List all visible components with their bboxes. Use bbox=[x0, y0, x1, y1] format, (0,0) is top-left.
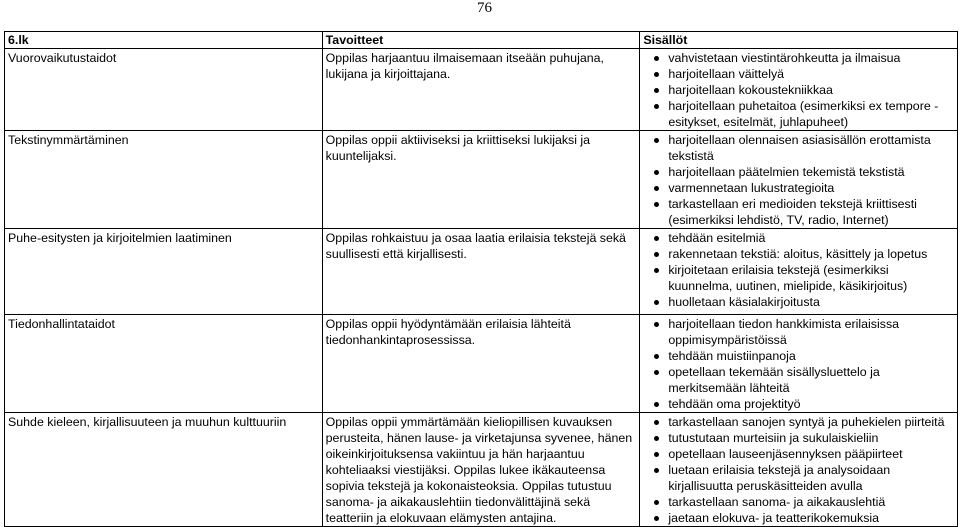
bullet-icon bbox=[654, 500, 659, 505]
contents-list bbox=[643, 132, 954, 228]
header-contents: Sisällöt bbox=[640, 32, 958, 49]
area-cell: Puhe-esitysten ja kirjoitelmien laatiminen bbox=[5, 229, 323, 315]
table-row bbox=[5, 131, 958, 229]
bullet-icon bbox=[654, 370, 659, 375]
list-item: opetellaan tekemään sisällysluettelo ja merkitsemään lähteitä bbox=[643, 364, 954, 396]
list-item: opetellaan lauseenjäsennyksen pääpiirteet bbox=[643, 446, 954, 462]
list-item: harjoitellaan väittelyä bbox=[643, 66, 954, 82]
list-item: harjoitellaan päätelmien tekemistä tekstistä bbox=[643, 164, 954, 180]
contents-list bbox=[643, 50, 954, 130]
contents-cell bbox=[640, 131, 958, 229]
table-row bbox=[5, 49, 958, 131]
list-item: tehdään esitelmiä bbox=[643, 230, 954, 246]
bullet-icon bbox=[654, 104, 659, 109]
list-item: jaetaan elokuva- ja teatterikokemuksia bbox=[643, 510, 954, 526]
area-cell: Tiedonhallintataidot bbox=[5, 315, 323, 413]
list-item: tarkastellaan sanoma- ja aikakauslehtiä bbox=[643, 494, 954, 510]
bullet-icon bbox=[654, 354, 659, 359]
list-item: harjoitellaan olennaisen asiasisällön erottamista tekstistä bbox=[643, 132, 954, 164]
curriculum-table bbox=[4, 31, 958, 527]
bullet-icon bbox=[654, 186, 659, 191]
goal-cell: Oppilas oppii hyödyntämään erilaisia lähteitä tiedonhankintaprosessissa. bbox=[322, 315, 640, 413]
bullet-icon bbox=[654, 402, 659, 407]
bullet-icon bbox=[654, 420, 659, 425]
bullet-icon bbox=[654, 436, 659, 441]
contents-cell bbox=[640, 413, 958, 527]
page-number: 76 bbox=[477, 0, 492, 16]
list-item: rakennetaan tekstiä: aloitus, käsittely ja lopetus bbox=[643, 246, 954, 262]
bullet-icon bbox=[654, 516, 659, 521]
contents-cell bbox=[640, 229, 958, 315]
bullet-icon bbox=[654, 300, 659, 305]
bullet-icon bbox=[654, 56, 659, 61]
contents-list bbox=[643, 414, 954, 526]
list-item: luetaan erilaisia tekstejä ja analysoidaan kirjallisuutta peruskäsitteiden avulla bbox=[643, 462, 954, 494]
list-item: varmennetaan lukustrategioita bbox=[643, 180, 954, 196]
bullet-icon bbox=[654, 88, 659, 93]
bullet-icon bbox=[654, 468, 659, 473]
list-item: harjoitellaan kokoustekniikkaa bbox=[643, 82, 954, 98]
area-cell: Tekstinymmärtäminen bbox=[5, 131, 323, 229]
list-item: tehdään oma projektityö bbox=[643, 396, 954, 412]
table-row bbox=[5, 315, 958, 413]
list-item: tarkastellaan sanojen syntyä ja puhekielen piirteitä bbox=[643, 414, 954, 430]
area-cell: Vuorovaikutustaidot bbox=[5, 49, 323, 131]
bullet-icon bbox=[654, 236, 659, 241]
header-grade: 6.lk bbox=[5, 32, 323, 49]
bullet-icon bbox=[654, 252, 659, 257]
contents-list bbox=[643, 230, 954, 310]
bullet-icon bbox=[654, 72, 659, 77]
list-item: harjoitellaan tiedon hankkimista erilaisissa oppimisympäristöissä bbox=[643, 316, 954, 348]
bullet-icon bbox=[654, 170, 659, 175]
list-item: tarkastellaan eri medioiden tekstejä kriittisesti (esimerkiksi lehdistö, TV, radio, Internet) bbox=[643, 196, 954, 228]
bullet-icon bbox=[654, 322, 659, 327]
bullet-icon bbox=[654, 452, 659, 457]
list-item: tutustutaan murteisiin ja sukulaiskieliin bbox=[643, 430, 954, 446]
area-cell: Suhde kieleen, kirjallisuuteen ja muuhun kulttuuriin bbox=[5, 413, 323, 527]
list-item: huolletaan käsialakirjoitusta bbox=[643, 294, 954, 310]
list-item: tehdään muistiinpanoja bbox=[643, 348, 954, 364]
table-row bbox=[5, 413, 958, 527]
header-goals: Tavoitteet bbox=[322, 32, 640, 49]
goal-cell: Oppilas rohkaistuu ja osaa laatia erilaisia tekstejä sekä suullisesti että kirjallisesti. bbox=[322, 229, 640, 315]
contents-list bbox=[643, 316, 954, 412]
list-item: harjoitellaan puhetaitoa (esimerkiksi ex tempore -esitykset, esitelmät, juhlapuheet) bbox=[643, 98, 954, 130]
list-item: kirjoitetaan erilaisia tekstejä (esimerkiksi kuunnelma, uutinen, mielipide, käsikirjoitus) bbox=[643, 262, 954, 294]
contents-cell bbox=[640, 315, 958, 413]
bullet-icon bbox=[654, 138, 659, 143]
table-header-row bbox=[5, 32, 958, 49]
contents-cell bbox=[640, 49, 958, 131]
goal-cell: Oppilas harjaantuu ilmaisemaan itseään puhujana, lukijana ja kirjoittajana. bbox=[322, 49, 640, 131]
table-row bbox=[5, 229, 958, 315]
bullet-icon bbox=[654, 268, 659, 273]
goal-cell: Oppilas oppii aktiiviseksi ja kriittiseksi lukijaksi ja kuuntelijaksi. bbox=[322, 131, 640, 229]
bullet-icon bbox=[654, 202, 659, 207]
list-item: vahvistetaan viestintärohkeutta ja ilmaisua bbox=[643, 50, 954, 66]
goal-cell: Oppilas oppii ymmärtämään kieliopillisen kuvauksen perusteita, hänen lause- ja virketajunsa syvenee, hänen oikeinkirjoituksensa vakiintuu ja hän harjaantuu kohteliaaksi viestijäksi. Oppilas lukee ikäkauteensa sopivia tekstejä ja kokonaisteoksia. Oppilas tutustuu sanoma- ja aikakauslehtiin tiedonvälittäjinä sekä teatteriin ja elokuvaan elämysten antajina. bbox=[322, 413, 640, 527]
